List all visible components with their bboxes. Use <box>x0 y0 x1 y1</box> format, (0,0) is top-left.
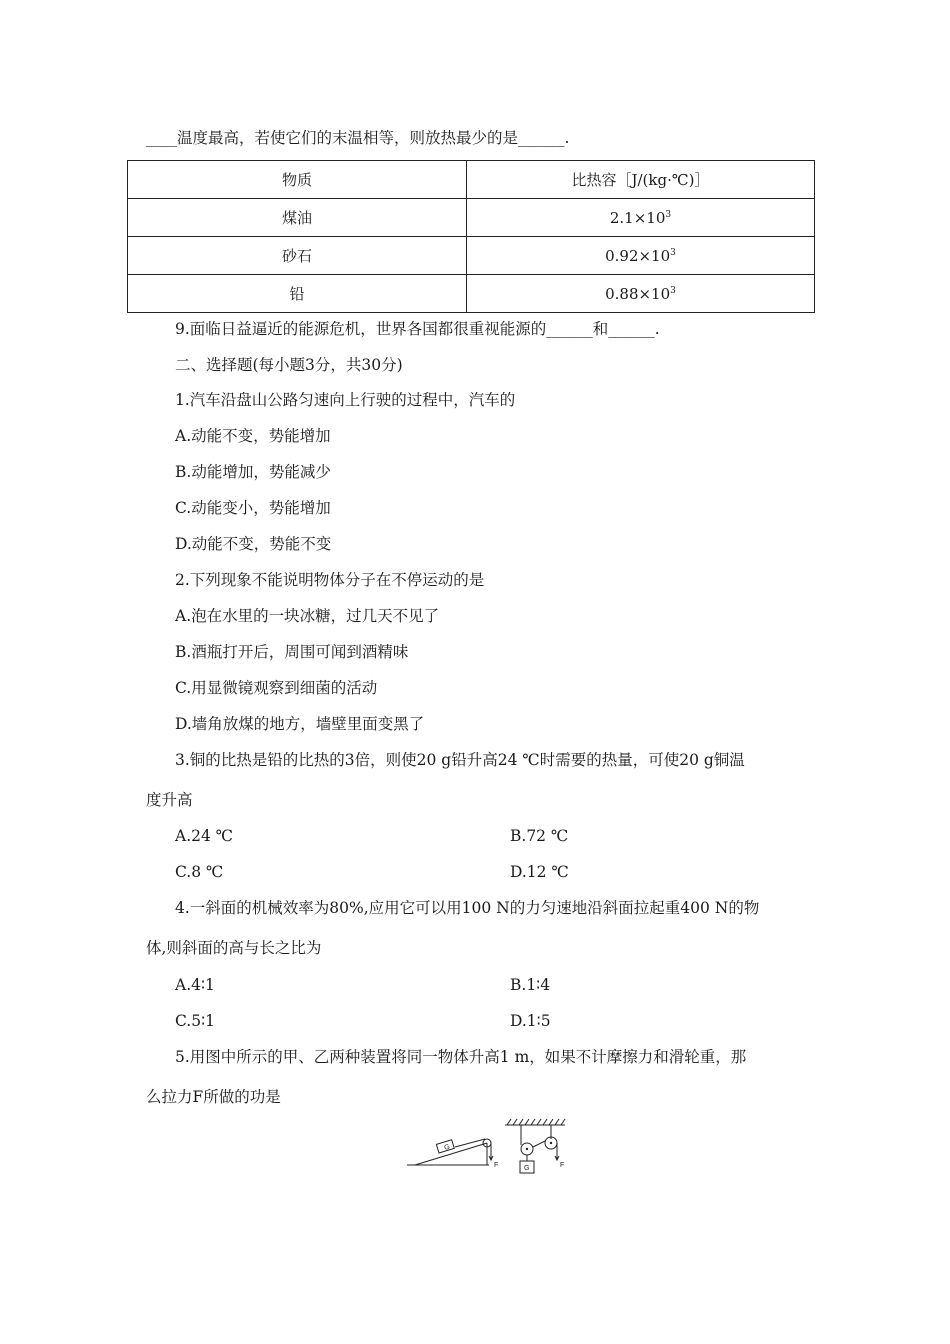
table-cell-substance: 铅 <box>128 275 467 313</box>
movable-pulley-hub <box>526 1148 528 1150</box>
q3-option-a: A.24 ℃ <box>175 827 234 845</box>
q2-option-b: B.酒瓶打开后，周围可闻到酒精味 <box>175 643 409 661</box>
q2-option-a: A.泡在水里的一块冰糖，过几天不见了 <box>175 607 440 625</box>
ceiling-hatch <box>507 1119 565 1125</box>
table-row <box>128 237 815 275</box>
incline-force-label: F <box>494 1162 499 1169</box>
table-cell-value: $0.92\times 10^3$ <box>467 237 815 275</box>
question-4: 4.一斜面的机械效率为80%,应用它可以用100 N的力匀速地沿斜面拉起重400 N的物 <box>175 899 760 917</box>
table-header-row <box>128 161 815 199</box>
question-5: 5.用图中所示的甲、乙两种装置将同一物体升高1 m，如果不计摩擦力和滑轮重，那 <box>175 1048 747 1066</box>
section-heading-choice: 二、选择题(每小题3分，共30分) <box>175 356 403 374</box>
table-header-specific-heat: 比热容［J/(kg·℃)］ <box>467 161 815 199</box>
table-row <box>128 199 815 237</box>
question-5-continued: 么拉力F所做的功是 <box>146 1088 281 1106</box>
table-cell-substance: 煤油 <box>128 199 467 237</box>
question-1: 1.汽车沿盘山公路匀速向上行驶的过程中，汽车的 <box>175 391 516 409</box>
q3-option-d: D.12 ℃ <box>510 863 569 881</box>
table-cell-value: $2.1\times 10^3$ <box>467 199 815 237</box>
table-cell-substance: 砂石 <box>128 237 467 275</box>
incline-block-label: G <box>443 1143 451 1152</box>
q2-option-d: D.墙角放煤的地方，墙壁里面变黑了 <box>175 715 425 733</box>
rope-segment <box>533 1141 545 1147</box>
q3-option-b: B.72 ℃ <box>510 827 569 845</box>
question-3: 3.铜的比热是铅的比热的3倍，则使20 g铅升高24 ℃时需要的热量，可使20 g铜温 <box>175 751 745 769</box>
q1-option-c: C.动能变小，势能增加 <box>175 499 331 517</box>
q4-option-b: B.1∶4 <box>510 976 551 994</box>
question-3-continued: 度升高 <box>146 791 193 809</box>
table-header-substance: 物质 <box>128 161 467 199</box>
fixed-pulley-hub <box>550 1142 552 1144</box>
specific-heat-table <box>127 160 815 313</box>
q1-option-b: B.动能增加，势能减少 <box>175 463 331 481</box>
q1-option-d: D.动能不变，势能不变 <box>175 535 332 553</box>
incline-rope <box>455 1139 485 1147</box>
q1-option-a: A.动能不变，势能增加 <box>175 427 331 445</box>
q2-option-c: C.用显微镜观察到细菌的活动 <box>175 679 378 697</box>
table-cell-value: $0.88\times 10^3$ <box>467 275 815 313</box>
pulley-incline-figure <box>405 1115 575 1177</box>
q4-option-c: C.5∶1 <box>175 1012 215 1030</box>
question-4-continued: 体,则斜面的高与长之比为 <box>146 939 322 957</box>
text-line-blank-intro: ____温度最高，若使它们的末温相等，则放热最少的是______. <box>146 129 570 147</box>
q4-option-d: D.1∶5 <box>510 1012 551 1030</box>
q4-option-a: A.4∶1 <box>175 976 215 994</box>
table-row <box>128 275 815 313</box>
pulley-force-label: F <box>560 1162 565 1169</box>
question-9: 9.面临日益逼近的能源危机，世界各国都很重视能源的______和______. <box>175 320 660 338</box>
pulley-load-label: G <box>524 1165 530 1172</box>
question-2: 2.下列现象不能说明物体分子在不停运动的是 <box>175 571 485 589</box>
q3-option-c: C.8 ℃ <box>175 863 224 881</box>
